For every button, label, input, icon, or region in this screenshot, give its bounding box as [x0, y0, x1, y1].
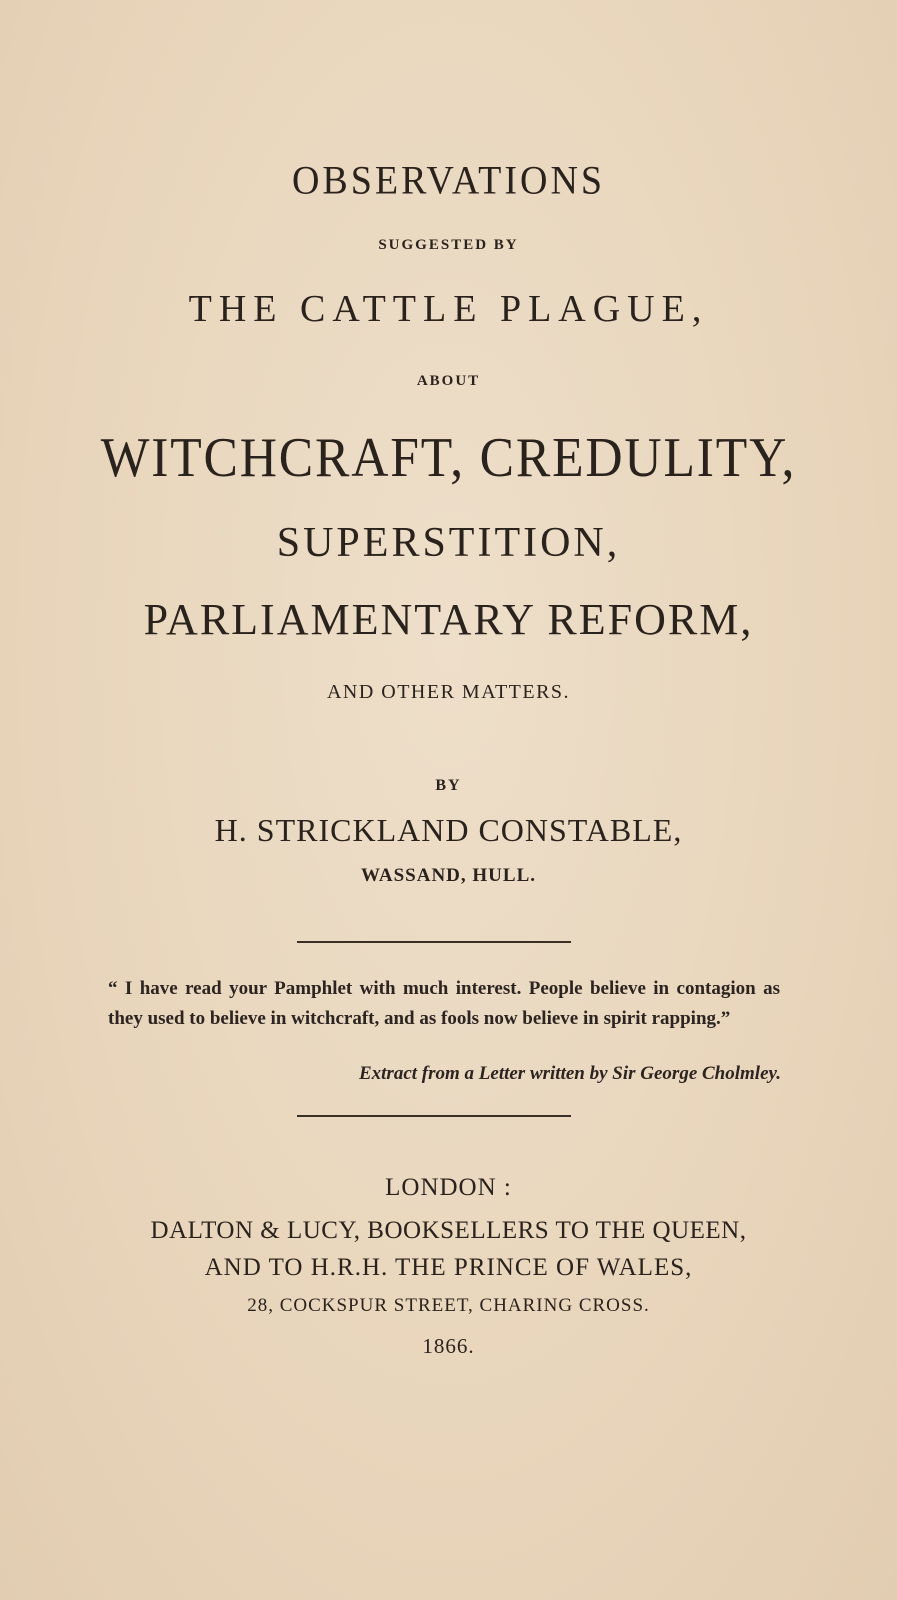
about-line: ABOUT	[416, 373, 481, 389]
divider-rule-bottom	[297, 1115, 571, 1117]
epigraph-attribution: Extract from a Letter written by Sir George Cholmley.	[358, 1063, 781, 1084]
imprint-address: 28, COCKSPUR STREET, CHARING CROSS.	[247, 1295, 650, 1316]
imprint-publisher-line-2: AND TO H.R.H. THE PRINCE OF WALES,	[204, 1254, 693, 1281]
author-place: WASSAND, HULL.	[360, 865, 536, 886]
suggested-by-line: SUGGESTED BY	[378, 237, 519, 253]
imprint-publisher-line-1: DALTON & LUCY, BOOKSELLERS TO THE QUEEN,	[150, 1217, 747, 1244]
subject-line-4: AND OTHER MATTERS.	[326, 681, 571, 703]
subject-line-1: WITCHCRAFT, CREDULITY,	[100, 427, 797, 489]
imprint-city: LONDON :	[385, 1174, 512, 1201]
cattle-plague-line: THE CATTLE PLAGUE,	[188, 288, 709, 330]
book-title: OBSERVATIONS	[291, 158, 606, 204]
imprint-year: 1866.	[422, 1334, 475, 1358]
author-name: H. STRICKLAND CONSTABLE,	[214, 812, 683, 848]
by-line: BY	[435, 777, 462, 794]
epigraph-quote: “ I have read your Pamphlet with much interest. People believe in contagion as they used to believe in witchcraft, and as fools now believe in spirit rapping.”	[108, 978, 780, 1029]
subject-line-3: PARLIAMENTARY REFORM,	[143, 595, 754, 644]
subject-line-2: SUPERSTITION,	[276, 520, 621, 566]
divider-rule-top	[297, 941, 571, 943]
